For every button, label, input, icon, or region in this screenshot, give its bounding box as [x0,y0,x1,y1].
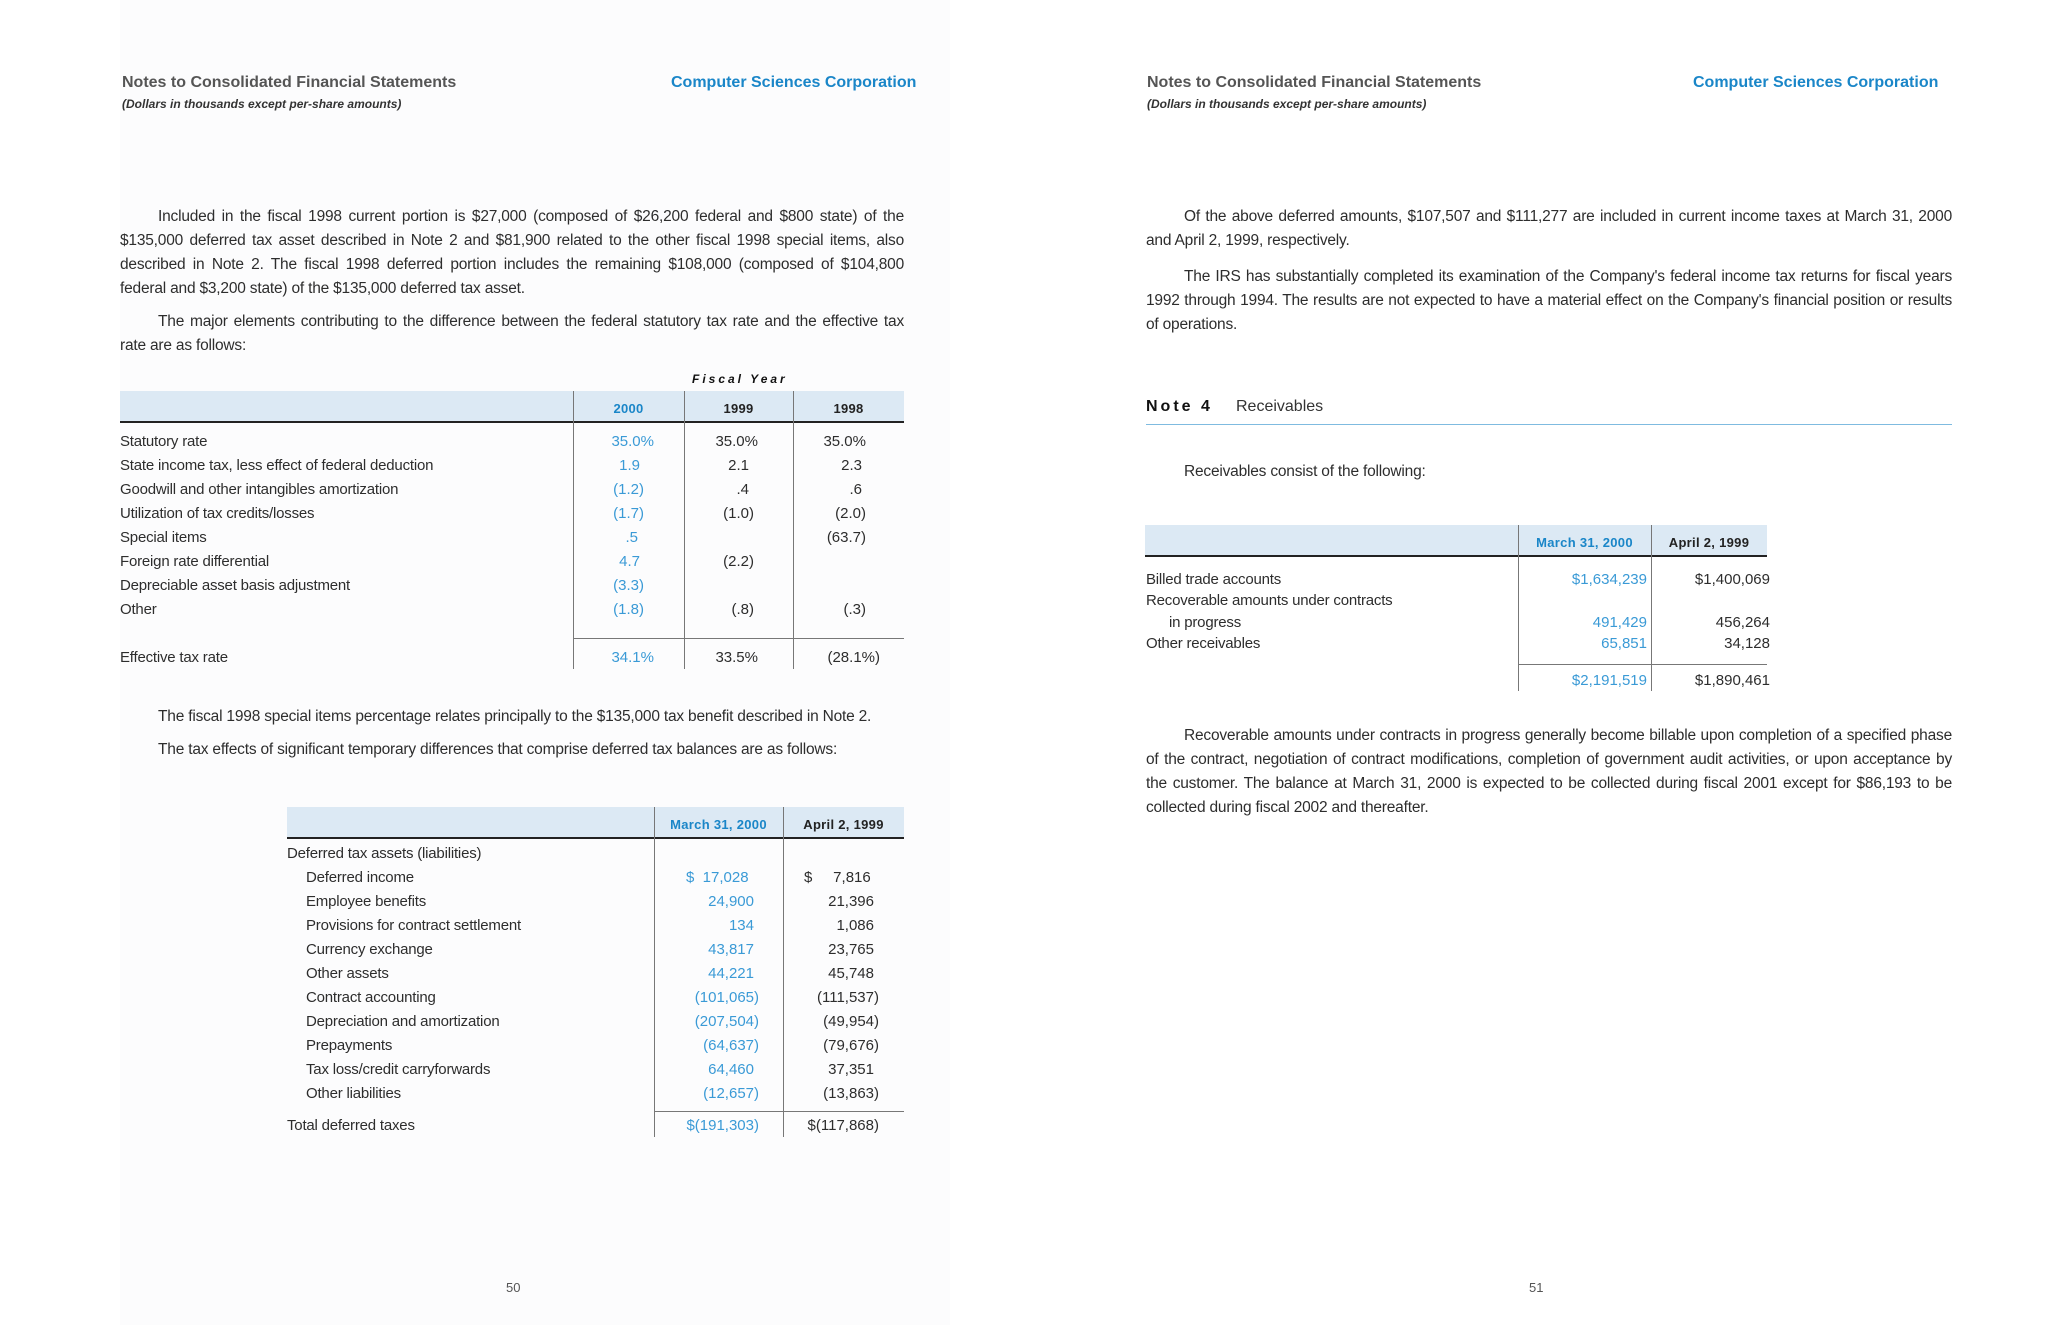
total-rule [1518,664,1767,665]
row-label: Other liabilities [306,1085,401,1102]
column-header: March 31, 2000 [1536,535,1633,550]
cell-1999: (.8) [731,601,754,618]
section-label: Deferred tax assets (liabilities) [287,845,482,862]
column-divider [573,391,574,669]
paragraph: Recoverable amounts under contracts in progress generally become billable upon completion of a specified phase of the contract, negotiation of contract modifications, completion of government audit activities, or upon acceptance by the customer. The balance at March 31, 2000 is expected to be collected during fiscal 2001 except for $86,193 to be collected during fiscal 2002 and thereafter. [1146,727,1952,816]
page-number: 51 [1529,1280,1544,1295]
cell-1998: .6 [849,481,862,498]
cell-2000: 35.0% [611,433,654,450]
cell-1998: (28.1%) [827,649,880,666]
row-label: Other assets [306,965,389,982]
header-company: Computer Sciences Corporation [671,74,917,91]
cell-march-2000: $2,191,519 [1571,672,1647,689]
column-divider [684,391,685,669]
column-header: April 2, 1999 [803,817,884,832]
cell-march-2000: $1,634,239 [1571,571,1647,588]
cell-march-2000: (64,637) [703,1037,759,1054]
column-divider [654,807,655,1137]
cell-1998: (.3) [843,601,866,618]
paragraph: Receivables consist of the following: [1184,463,1426,480]
header-subtitle: (Dollars in thousands except per-share amounts) [1147,97,1427,111]
row-label: in progress [1169,614,1242,631]
cell-march-2000: 64,460 [708,1061,754,1078]
cell-march-2000: 43,817 [708,941,754,958]
row-label: Billed trade accounts [1146,571,1282,588]
row-label: Tax loss/credit carryforwards [306,1061,491,1078]
cell-april-1999: (111,537) [817,989,879,1006]
cell-march-2000: $(191,303) [686,1117,759,1134]
row-label: Provisions for contract settlement [306,917,521,934]
cell-march-2000: $ 17,028 [686,869,749,886]
header-company: Computer Sciences Corporation [1693,74,1939,91]
row-label: Employee benefits [306,893,427,910]
row-label: Prepayments [306,1037,393,1054]
row-label: State income tax, less effect of federal deduction [120,457,434,474]
cell-march-2000: 24,900 [708,893,754,910]
cell-1999: 33.5% [715,649,758,666]
row-label: Depreciation and amortization [306,1013,500,1030]
row-label: Utilization of tax credits/losses [120,505,315,522]
cell-march-2000: (101,065) [694,989,759,1006]
paragraph: The IRS has substantially completed its examination of the Company's federal income tax returns for fiscal years 1992 through 1994. The results are not expected to have a material effect on the Company's financial position or results of operations. [1146,268,1952,333]
row-label: Total deferred taxes [287,1117,415,1134]
cell-april-1999: (49,954) [823,1013,879,1030]
cell-april-1999: $1,400,069 [1694,571,1770,588]
cell-2000: 34.1% [611,649,654,666]
column-divider [783,807,784,1137]
cell-2000: (1.8) [613,601,644,618]
cell-april-1999: (13,863) [823,1085,879,1102]
row-label: Goodwill and other intangibles amortization [120,481,399,498]
column-divider [793,391,794,669]
cell-march-2000: (207,504) [694,1013,759,1030]
header-title: Notes to Consolidated Financial Statements [1147,74,1482,91]
cell-2000: (1.2) [613,481,644,498]
row-label: Foreign rate differential [120,553,269,570]
row-label: Statutory rate [120,433,208,450]
cell-2000: .5 [625,529,638,546]
row-label: Recoverable amounts under contracts [1146,592,1393,609]
fiscal-year-header: Fiscal Year [692,372,788,386]
cell-april-1999: 456,264 [1715,614,1770,631]
cell-march-2000: 134 [728,917,754,934]
row-label: Contract accounting [306,989,436,1006]
cell-april-1999: 21,396 [828,893,874,910]
cell-april-1999: $(117,868) [807,1117,879,1134]
cell-april-1999: 37,351 [828,1061,874,1078]
header-title: Notes to Consolidated Financial Statements [122,74,457,91]
total-rule [654,1111,904,1112]
cell-1998: 2.3 [841,457,862,474]
cell-2000: (3.3) [613,577,644,594]
note-number: Note 4 [1146,398,1213,415]
cell-april-1999: $ 7,816 [804,869,871,886]
cell-1999: 2.1 [728,457,749,474]
row-label: Other receivables [1146,635,1261,652]
paragraph: Of the above deferred amounts, $107,507 and $111,277 are included in current income taxes at March 31, 2000 and April 2, 1999, respectively. [1146,208,1952,249]
cell-1998: 35.0% [823,433,866,450]
cell-march-2000: 65,851 [1601,635,1647,652]
paragraph: The tax effects of significant temporary differences that comprise deferred tax balances are as follows: [158,741,838,758]
paragraph: The fiscal 1998 special items percentage relates principally to the $135,000 tax benefit described in Note 2. [158,708,872,725]
cell-2000: (1.7) [613,505,644,522]
header-subtitle: (Dollars in thousands except per-share amounts) [122,97,402,111]
column-header: 2000 [613,401,644,416]
cell-april-1999: 45,748 [828,965,874,982]
cell-1999: (1.0) [723,505,754,522]
column-header: 1999 [723,401,754,416]
cell-march-2000: (12,657) [703,1085,759,1102]
note-rule [1146,424,1952,425]
row-label: Deferred income [306,869,414,886]
cell-march-2000: 44,221 [708,965,754,982]
page-number: 50 [506,1280,521,1295]
column-header: 1998 [833,401,864,416]
row-label: Effective tax rate [120,649,228,666]
row-label: Special items [120,529,207,546]
cell-april-1999: 23,765 [828,941,874,958]
cell-1999: (2.2) [723,553,754,570]
row-label: Other [120,601,157,618]
cell-1998: (63.7) [826,529,866,546]
cell-april-1999: 34,128 [1724,635,1770,652]
cell-april-1999: (79,676) [823,1037,879,1054]
cell-2000: 4.7 [619,553,640,570]
row-label: Depreciable asset basis adjustment [120,577,350,594]
paragraph: The major elements contributing to the difference between the federal statutory tax rate and the effective tax rate are as follows: [120,313,904,354]
note-title: Receivables [1236,398,1324,415]
cell-april-1999: $1,890,461 [1694,672,1770,689]
page-right [1024,0,2048,1325]
paragraph: Included in the fiscal 1998 current portion is $27,000 (composed of $26,200 federal and $800 state) of the $135,000 deferred tax asset described in Note 2 and $81,900 related to the other fiscal 1998 special items, also described in Note 2. The fiscal 1998 deferred portion includes the remaining $108,000 (composed of $104,800 federal and $3,200 state) of the $135,000 deferred tax asset. [120,208,904,297]
total-rule [573,638,904,639]
cell-1999: 35.0% [715,433,758,450]
cell-april-1999: 1,086 [836,917,874,934]
column-header: March 31, 2000 [670,817,767,832]
row-label: Currency exchange [306,941,433,958]
cell-march-2000: 491,429 [1592,614,1647,631]
cell-2000: 1.9 [619,457,640,474]
cell-1998: (2.0) [835,505,866,522]
cell-1999: .4 [736,481,749,498]
column-header: April 2, 1999 [1668,535,1750,550]
